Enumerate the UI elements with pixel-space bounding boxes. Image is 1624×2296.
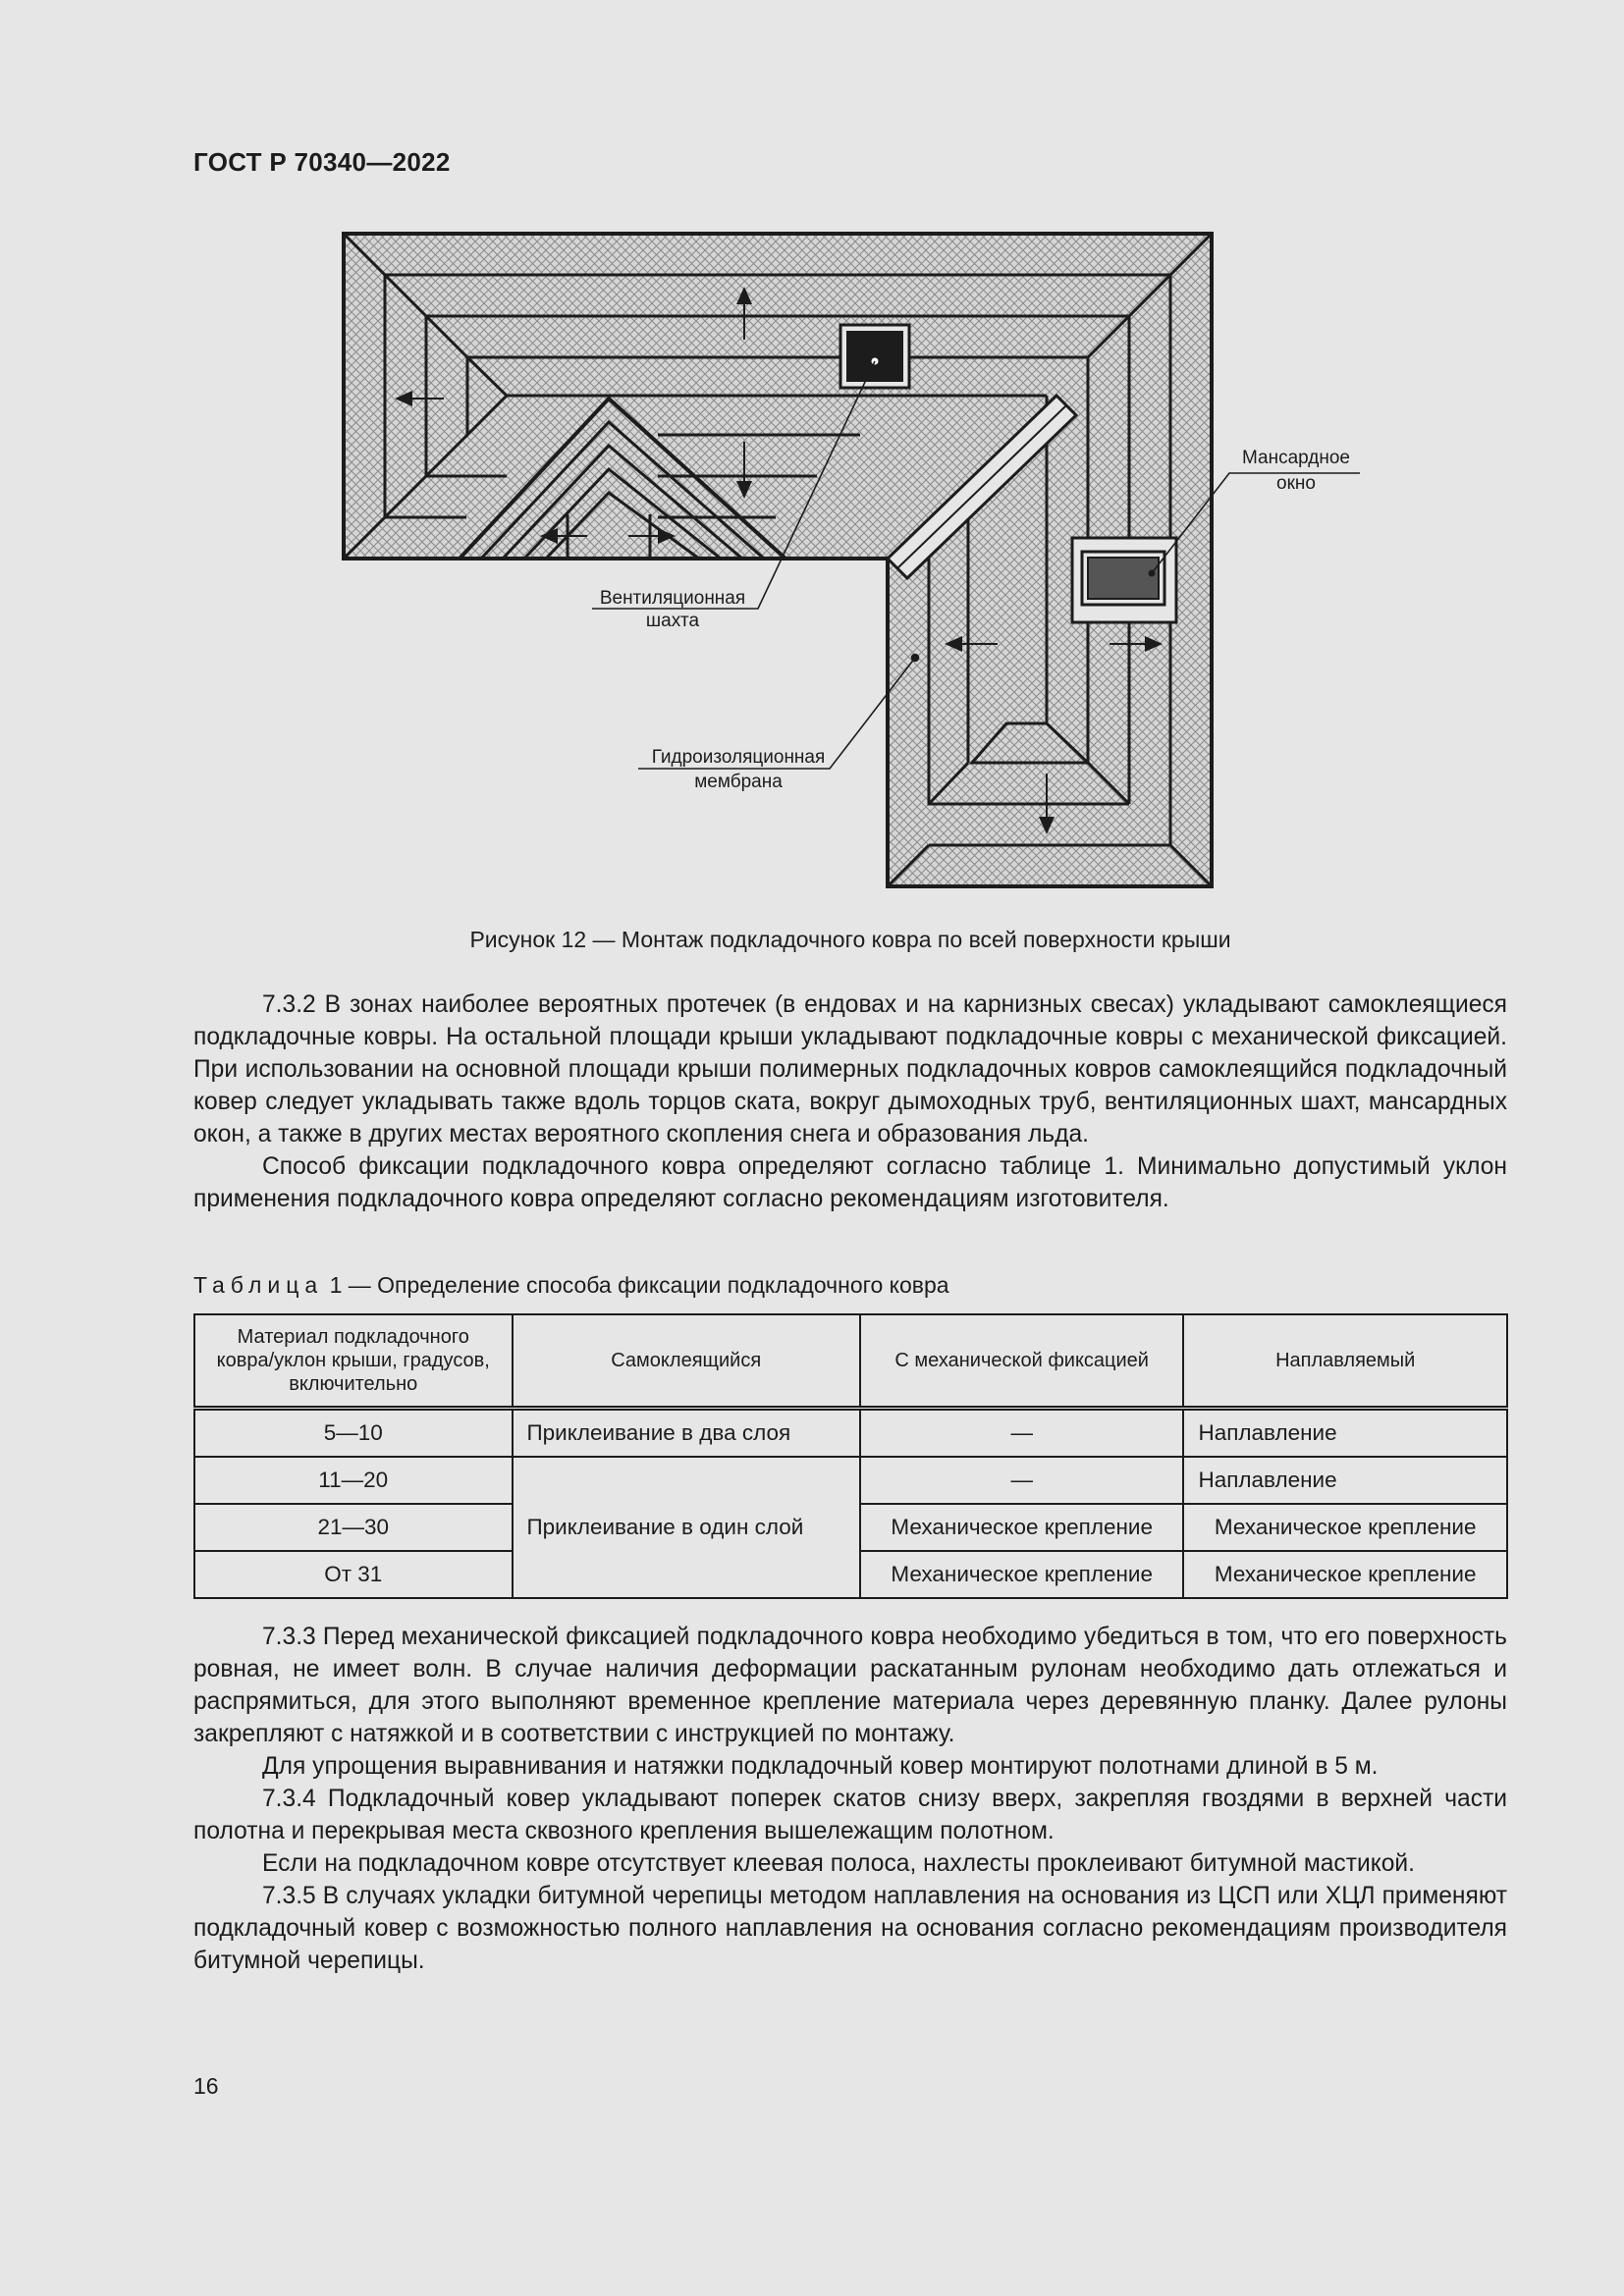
self-adhesive-cell: Приклеивание в два слоя bbox=[513, 1409, 860, 1458]
mechanical-cell: — bbox=[860, 1409, 1184, 1458]
document-header: ГОСТ Р 70340—2022 bbox=[193, 147, 451, 177]
table-title bbox=[193, 1272, 949, 1299]
paragraph: 7.3.2 В зонах наиболее вероятных протечек (в ендовах и на карнизных свесах) укладывают самоклеящиеся подкладочные ковры. На остальной площади крыши укладывают подкладочные ковры с механической фиксацией. При использовании на основной площади крыши полимерных подкладочных ковров самоклеящийся подкладочный ковер следует укладывать также вдоль торцов ската, вокруг дымоходных труб, вентиляционных шахт, мансардных окон, а также в других местах вероятного скопления снега и образования льда. bbox=[193, 991, 1507, 1148]
paragraph: 7.3.3 Перед механической фиксацией подкладочного ковра необходимо убедиться в том, что его поверхность ровная, не имеет волн. В случае наличия деформации раскатанным рулонам необходимо дать отлежаться и распрямиться, для этого выполняют временное крепление материала через деревянную планку. Далее рулоны закрепляют с натяжкой и в соответствии с инструкцией по монтажу. bbox=[193, 1624, 1507, 1747]
paragraph: Способ фиксации подкладочного ковра определяют согласно таблице 1. Минимально допустимый уклон применения подкладочного ковра определяют согласно рекомендациям изготовителя. bbox=[193, 1153, 1507, 1212]
table-title-word: Таблица bbox=[193, 1272, 324, 1298]
figure-caption: Рисунок 12 — Монтаж подкладочного ковра по всей поверхности крыши bbox=[469, 927, 1231, 952]
dormer-label-1: Мансардное bbox=[1241, 448, 1351, 468]
table-row bbox=[194, 1409, 1507, 1458]
slope-cell: 5—10 bbox=[194, 1409, 513, 1458]
section-7-3-2 bbox=[193, 988, 1507, 1215]
slope-cell: От 31 bbox=[194, 1551, 513, 1598]
self-adhesive-cell: Приклеивание в один слой bbox=[513, 1457, 860, 1598]
membrane-label-1: Гидроизоляционная bbox=[651, 747, 826, 768]
vent-shaft-label-1: Вентиляционная bbox=[599, 588, 746, 609]
paragraph: Если на подкладочном ковре отсутствует клеевая полоса, нахлесты проклеивают битумной мастикой. bbox=[262, 1850, 1416, 1877]
paragraph: Для упрощения выравнивания и натяжки подкладочный ковер монтируют полотнами длиной в 5 м. bbox=[262, 1753, 1379, 1780]
fused-cell: Механическое крепление bbox=[1183, 1504, 1507, 1551]
column-header: Самоклеящийся bbox=[513, 1314, 860, 1409]
column-header: Наплавляемый bbox=[1183, 1314, 1507, 1409]
column-header: Материал подкладочного ковра/уклон крыши, градусов, включительно bbox=[194, 1314, 513, 1409]
roof-plan-drawing bbox=[334, 224, 1375, 901]
table-header-row bbox=[194, 1314, 1507, 1409]
slope-cell: 11—20 bbox=[194, 1457, 513, 1504]
mechanical-cell: — bbox=[860, 1457, 1184, 1504]
page-number: 16 bbox=[193, 2073, 219, 2099]
table-title-text: 1 — Определение способа фиксации подкладочного ковра bbox=[329, 1272, 949, 1298]
roof-plan-figure bbox=[334, 224, 1375, 901]
table-row bbox=[194, 1457, 1507, 1504]
mechanical-cell: Механическое крепление bbox=[860, 1504, 1184, 1551]
membrane-label-2: мембрана bbox=[694, 772, 783, 792]
fused-cell: Наплавление bbox=[1183, 1457, 1507, 1504]
fixation-method-table bbox=[193, 1313, 1508, 1599]
dormer-label-2: окно bbox=[1276, 473, 1316, 494]
column-header: С механической фиксацией bbox=[860, 1314, 1184, 1409]
fused-cell: Наплавление bbox=[1183, 1409, 1507, 1458]
paragraph: 7.3.5 В случаях укладки битумной черепицы методом наплавления на основания из ЦСП или ХЦЛ применяют подкладочный ковер с возможностью полного наплавления на основания согласно рекомендациям производителя битумной черепицы. bbox=[193, 1883, 1507, 1974]
vent-shaft-label-2: шахта bbox=[645, 611, 700, 631]
fused-cell: Механическое крепление bbox=[1183, 1551, 1507, 1598]
slope-cell: 21—30 bbox=[194, 1504, 513, 1551]
mechanical-cell: Механическое крепление bbox=[860, 1551, 1184, 1598]
paragraph: 7.3.4 Подкладочный ковер укладывают поперек скатов снизу вверх, закрепляя гвоздями в верхней части полотна и перекрывая места сквозного крепления вышележащим полотном. bbox=[193, 1786, 1507, 1844]
section-7-3-3-to-7-3-5 bbox=[193, 1621, 1507, 1977]
